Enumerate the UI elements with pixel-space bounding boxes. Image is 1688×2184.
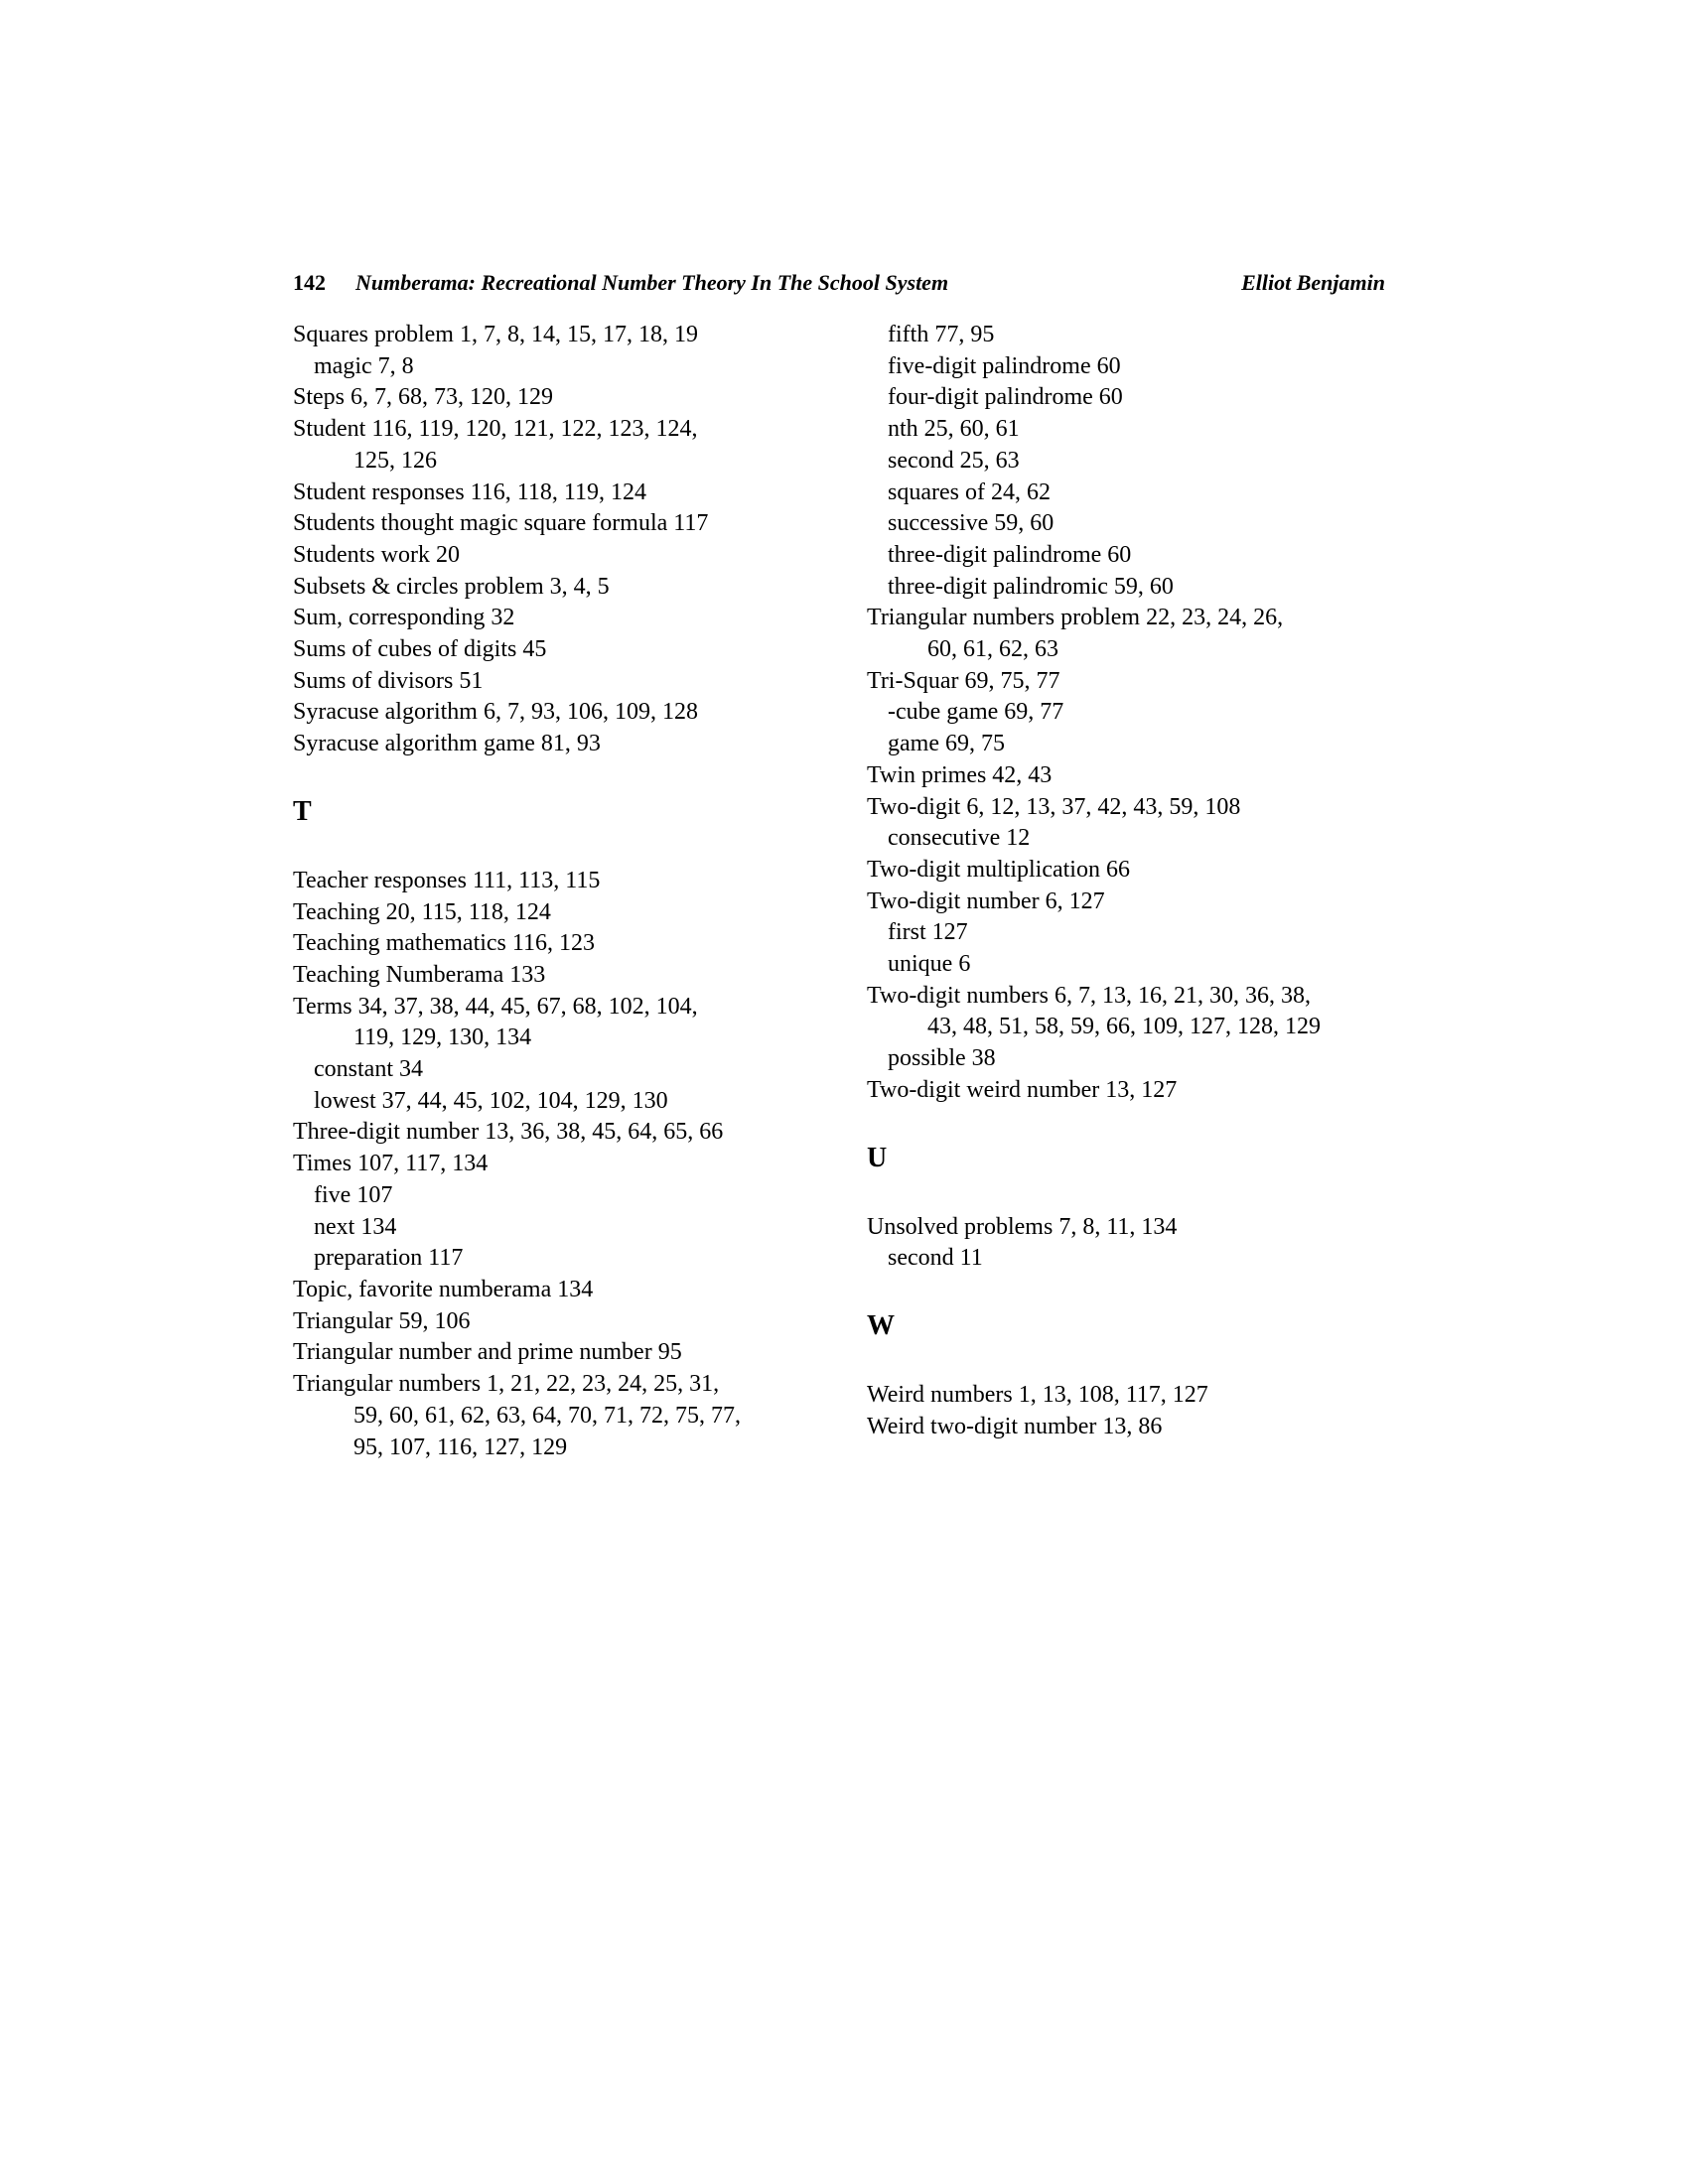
index-subentry: successive 59, 60 — [888, 510, 1055, 537]
index-entry: Triangular numbers problem 22, 23, 24, 26, — [867, 605, 1284, 631]
index-entry-continuation: 95, 107, 116, 127, 129 — [353, 1433, 568, 1460]
index-subentry: five 107 — [314, 1181, 393, 1208]
index-entry-continuation: 125, 126 — [353, 447, 437, 474]
index-subentry: next 134 — [314, 1213, 397, 1240]
index-subentry: unique 6 — [888, 951, 971, 978]
index-entry-continuation: 119, 129, 130, 134 — [353, 1024, 532, 1051]
index-entry: Sums of cubes of digits 45 — [293, 636, 547, 663]
index-entry: Teacher responses 111, 113, 115 — [293, 867, 601, 893]
index-entry: Triangular number and prime number 95 — [293, 1339, 682, 1366]
index-subentry: game 69, 75 — [888, 731, 1005, 757]
index-entry: Two-digit number 6, 127 — [867, 887, 1105, 914]
index-entry: Students thought magic square formula 117 — [293, 510, 709, 537]
index-subentry: three-digit palindrome 60 — [888, 541, 1132, 568]
index-subentry: possible 38 — [888, 1045, 996, 1072]
index-subentry: second 25, 63 — [888, 447, 1020, 474]
index-entry: Student 116, 119, 120, 121, 122, 123, 124, — [293, 416, 698, 443]
index-subentry: four-digit palindrome 60 — [888, 384, 1123, 411]
section-heading-t: T — [293, 795, 312, 827]
page-number: 142 — [293, 270, 326, 295]
author-name: Elliot Benjamin — [1241, 270, 1385, 295]
index-entry: Sum, corresponding 32 — [293, 605, 515, 631]
index-entry: Students work 20 — [293, 541, 460, 568]
index-subentry: -cube game 69, 77 — [888, 699, 1064, 726]
index-entry: Teaching Numberama 133 — [293, 961, 546, 988]
index-subentry: five-digit palindrome 60 — [888, 352, 1121, 379]
index-entry: Triangular 59, 106 — [293, 1307, 471, 1334]
index-entry: Two-digit weird number 13, 127 — [867, 1076, 1178, 1103]
index-entry: Twin primes 42, 43 — [867, 761, 1053, 788]
index-entry: Student responses 116, 118, 119, 124 — [293, 478, 646, 505]
index-entry: Topic, favorite numberama 134 — [293, 1276, 594, 1302]
index-entry: Steps 6, 7, 68, 73, 120, 129 — [293, 384, 554, 411]
book-title: Numberama: Recreational Number Theory In The School System — [355, 270, 949, 295]
index-entry-continuation: 43, 48, 51, 58, 59, 66, 109, 127, 128, 129 — [927, 1014, 1321, 1040]
index-entry: Three-digit number 13, 36, 38, 45, 64, 65, 66 — [293, 1119, 724, 1146]
index-column-left — [293, 320, 867, 1463]
index-subentry: nth 25, 60, 61 — [888, 416, 1020, 443]
index-subentry: fifth 77, 95 — [888, 322, 995, 347]
index-entry: Weird numbers 1, 13, 108, 117, 127 — [867, 1381, 1208, 1408]
index-entry: Syracuse algorithm 6, 7, 93, 106, 109, 128 — [293, 699, 698, 726]
index-columns — [293, 320, 1463, 1463]
section-heading-w: W — [867, 1309, 895, 1341]
section-heading-u: U — [867, 1142, 888, 1173]
index-entry: Triangular numbers 1, 21, 22, 23, 24, 25, 31, — [293, 1371, 720, 1398]
index-entry: Two-digit multiplication 66 — [867, 856, 1130, 883]
index-subentry: first 127 — [888, 919, 968, 946]
index-subentry: preparation 117 — [314, 1245, 464, 1272]
index-subentry: lowest 37, 44, 45, 102, 104, 129, 130 — [314, 1087, 668, 1114]
index-entry: Two-digit 6, 12, 13, 37, 42, 43, 59, 108 — [867, 793, 1241, 820]
index-entry: Tri-Squar 69, 75, 77 — [867, 667, 1060, 694]
index-column-right — [867, 320, 1463, 1463]
index-entry-continuation: 60, 61, 62, 63 — [927, 636, 1058, 663]
index-subentry: magic 7, 8 — [314, 352, 414, 379]
index-entry: Terms 34, 37, 38, 44, 45, 67, 68, 102, 104, — [293, 993, 698, 1020]
index-entry: Two-digit numbers 6, 7, 13, 16, 21, 30, 36, 38, — [867, 982, 1311, 1009]
index-entry: Times 107, 117, 134 — [293, 1151, 489, 1177]
index-entry: Teaching mathematics 116, 123 — [293, 930, 596, 957]
index-entry-continuation: 59, 60, 61, 62, 63, 64, 70, 71, 72, 75, 77, — [353, 1402, 741, 1429]
index-subentry: consecutive 12 — [888, 825, 1031, 852]
index-entry: Subsets & circles problem 3, 4, 5 — [293, 573, 610, 600]
index-subentry: squares of 24, 62 — [888, 478, 1051, 505]
index-subentry: constant 34 — [314, 1056, 423, 1083]
index-entry: Weird two-digit number 13, 86 — [867, 1413, 1163, 1439]
index-entry: Syracuse algorithm game 81, 93 — [293, 731, 601, 757]
index-entry: Squares problem 1, 7, 8, 14, 15, 17, 18, 19 — [293, 322, 698, 347]
index-subentry: three-digit palindromic 59, 60 — [888, 573, 1174, 600]
running-header — [293, 270, 1385, 296]
index-subentry: second 11 — [888, 1245, 983, 1272]
index-entry: Sums of divisors 51 — [293, 667, 484, 694]
index-entry: Unsolved problems 7, 8, 11, 134 — [867, 1213, 1178, 1240]
index-entry: Teaching 20, 115, 118, 124 — [293, 898, 551, 925]
